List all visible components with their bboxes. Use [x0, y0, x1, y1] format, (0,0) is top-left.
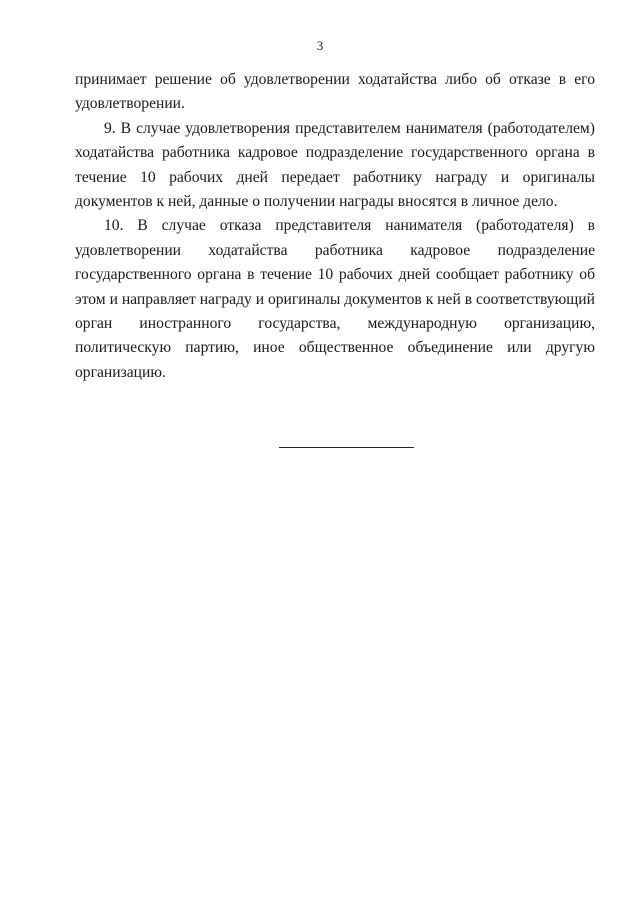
document-body — [75, 68, 595, 385]
paragraph-item-10: 10. В случае отказа представителя нанимателя (работодателя) в удовлетворении ходатайства работника кадровое подразделение государственного органа в течение 10 рабочих дней сообщает работнику об этом и направляет награду и оригиналы документов к ней в соответствующий орган иностранного государства, международную организацию, политическую партию, иное общественное объединение или другую организацию. — [75, 217, 595, 381]
page-number: 3 — [316, 38, 324, 53]
paragraph-continuation: принимает решение об удовлетворении ходатайства либо об отказе в его удовлетворении. — [75, 71, 595, 113]
paragraph-item-9: 9. В случае удовлетворения представителем нанимателя (работодателем) ходатайства работника кадровое подразделение государственного органа в течение 10 рабочих дней передает работнику награду и оригиналы документов к ней, данные о получении награды вносятся в личное дело. — [75, 119, 595, 211]
end-of-document-rule — [279, 447, 414, 448]
